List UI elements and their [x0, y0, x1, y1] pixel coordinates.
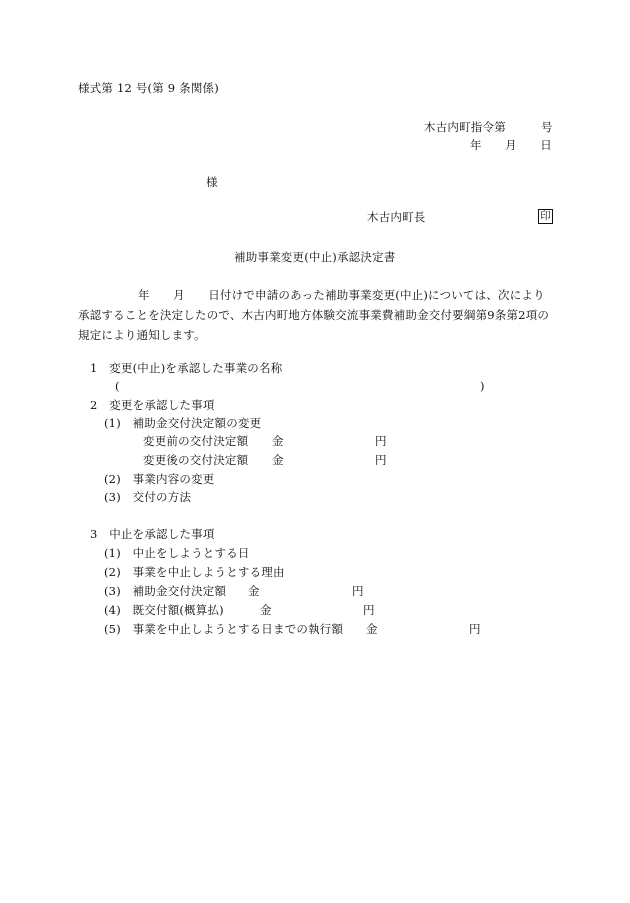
section-2-item-2: (2) 事業内容の変更 [104, 472, 215, 486]
form-number: 様式第 12 号(第 9 条関係) [78, 81, 219, 95]
body-line-1: 年 月 日付けで申請のあった補助事業変更(中止)については、次により [138, 288, 545, 302]
section-3-item-5-unit: 円 [469, 622, 481, 636]
section-3-item-3-yen: 金 [248, 584, 260, 598]
directive-number: 木古内町指令第 号 [424, 120, 553, 134]
date-line: 年 月 日 [470, 138, 552, 152]
before-amount-yen: 金 [272, 434, 284, 448]
seal-mark: 印 [538, 209, 553, 224]
section-2-item-1: (1) 補助金交付決定額の変更 [104, 416, 262, 430]
after-amount-unit: 円 [375, 453, 387, 467]
section-2-item-3: (3) 交付の方法 [104, 490, 192, 504]
body-line-3: 規定により通知します。 [78, 328, 206, 342]
section-2-heading: 2 変更を承認した事項 [90, 398, 215, 412]
section-3-item-4-unit: 円 [363, 603, 375, 617]
after-amount-yen: 金 [272, 453, 284, 467]
section-3-item-2: (2) 事業を中止しようとする理由 [104, 565, 285, 579]
section-3-item-1: (1) 中止をしようとする日 [104, 546, 250, 560]
section-3-item-4-label: (4) 既交付額(概算払) [104, 603, 224, 617]
section-1-paren-open: ( [115, 379, 120, 393]
section-1-heading: 1 変更(中止)を承認した事業の名称 [90, 361, 283, 375]
before-amount-label: 変更前の交付決定額 [143, 434, 249, 448]
issuer: 木古内町長 [367, 210, 426, 224]
section-3-item-5-label: (5) 事業を中止しようとする日までの執行額 [104, 622, 344, 636]
body-paragraph [78, 285, 553, 345]
section-3-item-5-yen: 金 [366, 622, 378, 636]
body-line-2: 承認することを決定したので、木古内町地方体験交流事業費補助金交付要綱第9条第2項の [78, 308, 550, 322]
document-title: 補助事業変更(中止)承認決定書 [234, 250, 396, 264]
section-3-heading: 3 中止を承認した事項 [90, 527, 215, 541]
before-amount-unit: 円 [375, 434, 387, 448]
section-1-paren-close: ) [480, 379, 485, 393]
section-3-item-3-unit: 円 [352, 584, 364, 598]
section-3-item-3-label: (3) 補助金交付決定額 [104, 584, 227, 598]
after-amount-label: 変更後の交付決定額 [143, 453, 249, 467]
section-3-item-4-yen: 金 [260, 603, 272, 617]
addressee-suffix: 様 [206, 175, 218, 189]
